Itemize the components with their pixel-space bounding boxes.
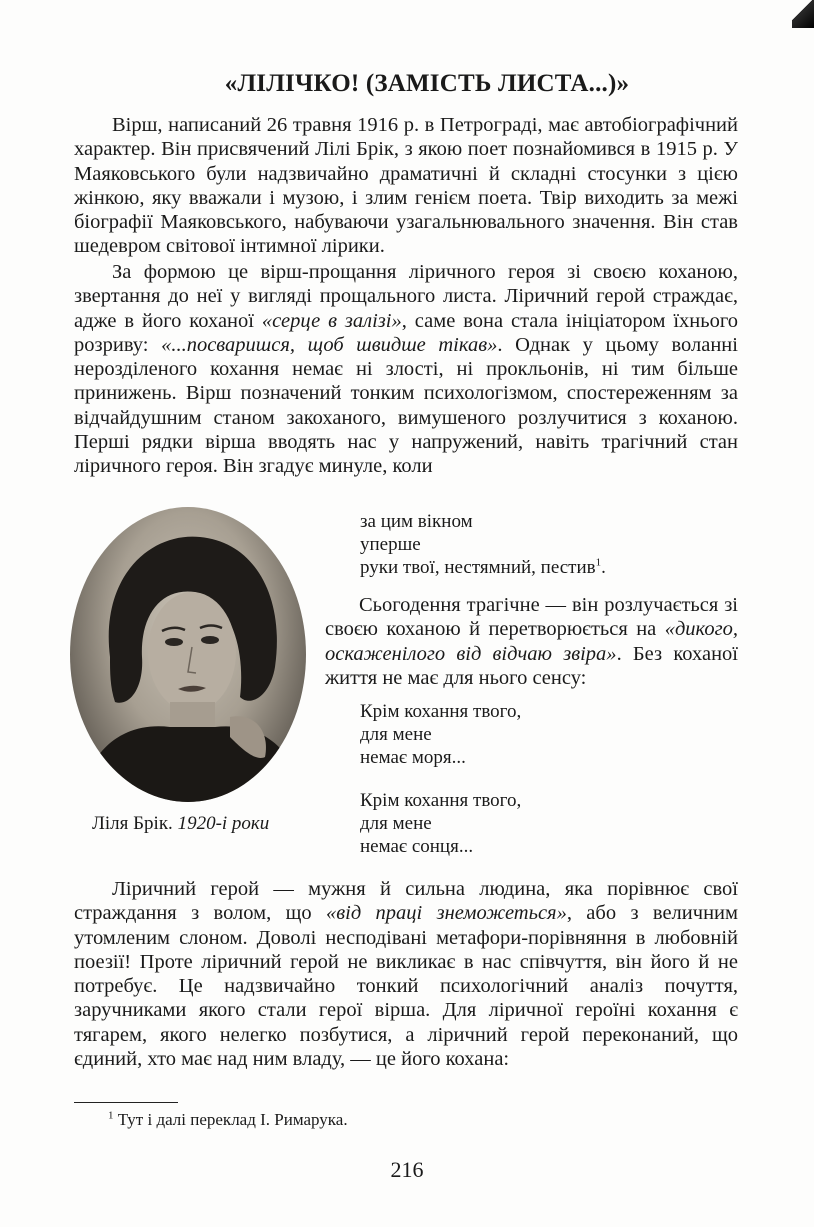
portrait-image [70, 507, 306, 802]
verse-line: за цим вікном [360, 511, 473, 532]
paragraph-2-text: . Однак у цьому воланні нерозділеного кохання немає ні злості, ні прокльонів, ні тим більше принижень. Вірш позначений тонким психологізмом, спостереженням за відчайдушним станом закоханого, вимушеного розлучитися з коханою. Перші рядки вірша вводять нас у напружений, навіть трагічний стан ліричного героя. Він згадує минуле, коли [74, 333, 738, 478]
footnote-reference: 1 [595, 556, 602, 569]
verse-line: немає моря... [360, 747, 466, 768]
verse-line-end: . [601, 557, 606, 578]
footnote [108, 1110, 348, 1130]
verse-line: Крім кохання твого, [360, 701, 522, 722]
paragraph-2-text: , саме вона стала ініціатором їхнього розриву: [74, 309, 739, 356]
verse-line: немає сонця... [360, 836, 474, 857]
page-corner-shadow [792, 0, 814, 28]
quote-wild-beast: «дикого, оскаженілого від відчаю звіра» [325, 618, 738, 665]
page-number: 216 [390, 1157, 424, 1182]
verse-line: уперше [360, 534, 421, 555]
verse-line: для мене [360, 724, 432, 745]
paragraph-3-text: Ліричний герой — мужня й сильна людина, яка порівнює свої страждання з волом, що [74, 878, 738, 925]
footnote-text: Тут і далі переклад І. Римарука. [113, 1110, 348, 1129]
paragraph-2 [74, 260, 738, 479]
photo-caption [92, 813, 269, 835]
quote-heart-in-iron: «серце в залізі» [261, 309, 402, 332]
portrait-oval-frame [70, 507, 306, 802]
quote-exhausted: «від праці знеможеться» [325, 902, 567, 925]
footnote-mark: 1 [108, 1109, 114, 1122]
verse-window [360, 510, 606, 579]
caption-date: 1920-і роки [177, 813, 270, 834]
paragraph-3-text: , або з величним утомленим слоном. Доволі несподівані метафори-порівняння в любовній поезії! Проте ліричний герой не викликає в нас співчуття, він його й не потребує. Це надзвичайно тонкий психологічний аналіз почуття, заручниками якого стали герої вірша. Для ліричної героїні кохання є тягарем, якого нелегко позбутися, а ліричний герой переконаний, що єдиний, хто має над ним владу, — це його кохана: [74, 902, 738, 1071]
verse-line [360, 556, 606, 579]
paragraph-side-text: . Без коханої життя не має для нього сенсу: [325, 642, 739, 689]
verse-line: для мене [360, 813, 432, 834]
page-title: «ЛІЛІЧКО! (ЗАМІСТЬ ЛИСТА...)» [224, 70, 630, 97]
verse-line-text: руки твої, нестямний, пестив [360, 557, 596, 578]
verse-line: Крім кохання твого, [360, 790, 522, 811]
verse-sea [360, 700, 521, 769]
caption-name: Ліля Брік. [92, 813, 178, 834]
paragraph-1: Вірш, написаний 26 травня 1916 р. в Петрограді, має автобіографічний характер. Він присвячений Лілі Брік, з якою поет познайомився в 1915 р. У Маяковського були надзвичайно драматичні й складні стосунки з цією жінкою, яку вважали і музою, і злим генієм поета. Твір виходить за межі біографії Маяковського, набуваючи узагальнювального значення. Він став шедевром світової інтимної лірики. [74, 114, 738, 258]
verse-sun [360, 789, 521, 858]
paragraph-3 [74, 877, 738, 1071]
paragraph-side-text: Сьогодення трагічне — він розлучається зі своєю коханою й перетворюється на [325, 594, 738, 641]
paragraph-2-text: За формою це вірш-прощання ліричного героя зі своєю коханою, звертання до неї у вигляді прощального листа. Ліричний герой страждає, адже в його коханої [74, 261, 738, 332]
footnote-divider [74, 1102, 178, 1103]
paragraph-side [325, 593, 738, 690]
portrait-photo [70, 507, 306, 802]
quote-quarrel: «...посваришся, щоб швидше тікав» [161, 333, 498, 356]
